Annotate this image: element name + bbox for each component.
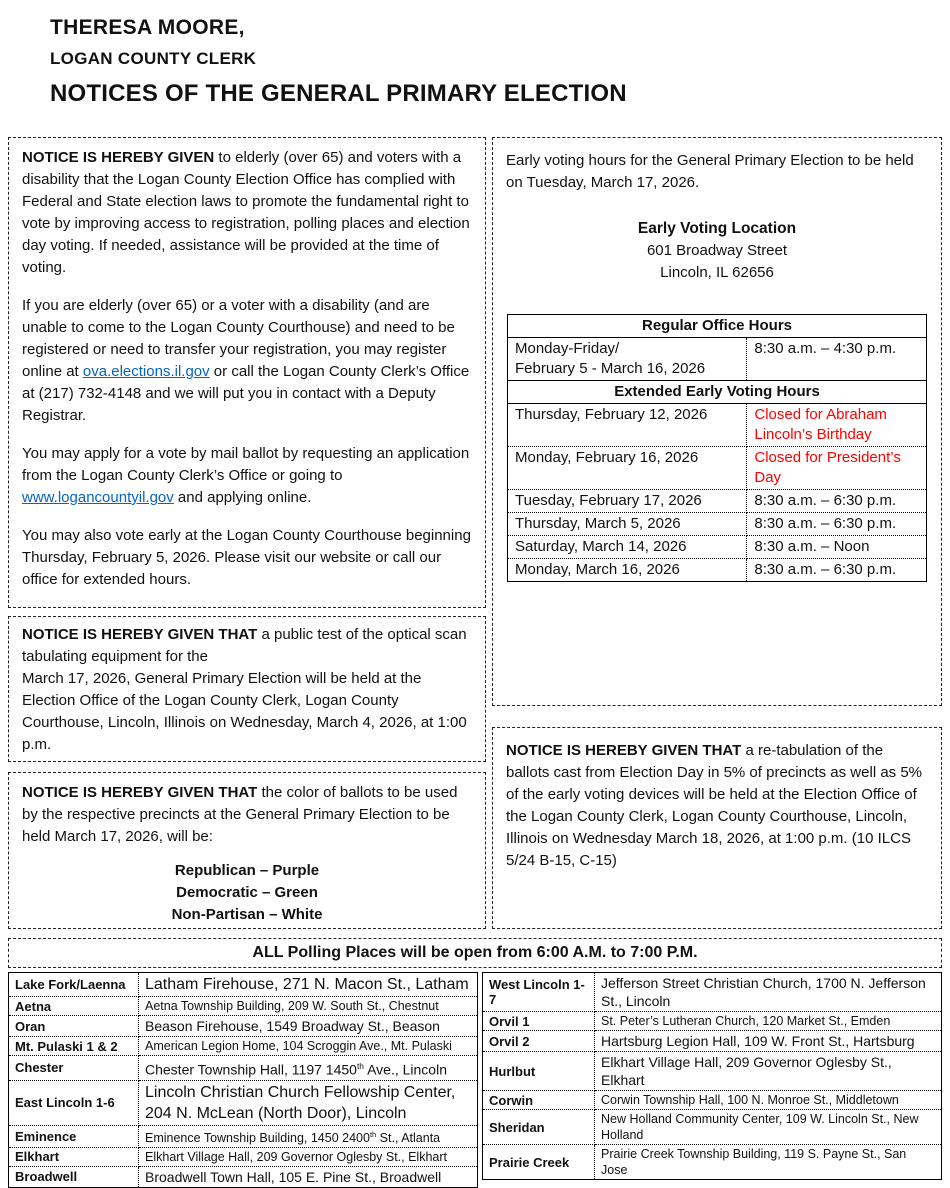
location-cell: Corwin Township Hall, 100 N. Monroe St., Middletown xyxy=(595,1091,942,1110)
polling-row xyxy=(9,997,478,1016)
text-run: and applying online. xyxy=(173,489,312,506)
text-run: You may also vote early at the Logan County Courthouse beginning Thursday, February 5, 2026. Please visit our website or call our office for extended hours. xyxy=(22,527,471,588)
hours-time-cell: 8:30 a.m. – 4:30 p.m. xyxy=(747,338,927,381)
text-run: to elderly (over 65) and voters with a disability that the Logan County Election Office has complied with Federal and State election laws to promote the fundamental right to vote by improving access to registration, polling places and election day voting. If needed, assistance will be provided at the time of voting. xyxy=(22,149,470,276)
notice-accessibility xyxy=(8,137,486,608)
notice-lead-in: NOTICE IS HEREBY GIVEN THAT xyxy=(22,784,258,801)
text-run: or call the Logan County Clerk’s Office at (217) 732-4148 and we will put you in contact with a Deputy Registrar. xyxy=(22,363,470,424)
precinct-cell: Elkhart xyxy=(9,1147,139,1166)
polling-places-columns xyxy=(8,972,942,1188)
hours-time-cell: 8:30 a.m. – 6:30 p.m. xyxy=(747,513,927,536)
clerk-name: THERESA MOORE, xyxy=(50,16,245,39)
location-cell: Elkhart Village Hall, 209 Governor Oglesby St., Elkhart xyxy=(595,1052,942,1091)
polling-row xyxy=(9,1166,478,1187)
hours-row xyxy=(508,559,927,582)
hours-time-cell: 8:30 a.m. – 6:30 p.m. xyxy=(747,559,927,582)
polling-row xyxy=(483,1110,942,1145)
precinct-cell: Corwin xyxy=(483,1091,595,1110)
hours-row xyxy=(508,447,927,490)
hours-row xyxy=(508,490,927,513)
early-voting-hours-table xyxy=(507,314,927,582)
text-line: Lincoln, IL 62656 xyxy=(660,264,774,281)
hours-section-header: Extended Early Voting Hours xyxy=(508,381,927,404)
location-cell: Hartsburg Legion Hall, 109 W. Front St., Hartsburg xyxy=(595,1031,942,1052)
hours-date-cell: Monday, March 16, 2026 xyxy=(508,559,747,582)
text-line: 601 Broadway Street xyxy=(646,242,788,259)
precinct-cell: Prairie Creek xyxy=(483,1145,595,1180)
precinct-cell: East Lincoln 1-6 xyxy=(9,1080,139,1125)
hours-date-cell: Thursday, February 12, 2026 xyxy=(508,404,747,447)
polling-row xyxy=(9,1016,478,1037)
ballot-colors-text xyxy=(22,782,472,848)
location-cell: Jefferson Street Christian Church, 1700 N. Jefferson St., Lincoln xyxy=(595,973,942,1012)
hyperlink[interactable]: www.logancountyil.gov xyxy=(22,489,174,506)
location-cell: American Legion Home, 104 Scroggin Ave., Mt. Pulaski xyxy=(139,1037,478,1056)
text-line: Republican – Purple xyxy=(174,862,320,879)
polling-row xyxy=(9,1037,478,1056)
polling-row xyxy=(483,1145,942,1180)
hyperlink[interactable]: ova.elections.il.gov xyxy=(82,363,210,380)
hours-date-cell: Monday-Friday/ February 5 - March 16, 2026 xyxy=(508,338,747,381)
text-run: March 17, 2026, General Primary Election will be held at the Election Office of the Logan County Clerk, Logan County Courthouse, Lincoln, Illinois on Wednesday, March 4, 2026, at 1:00 p.m. xyxy=(22,670,467,753)
precinct-cell: Mt. Pulaski 1 & 2 xyxy=(9,1037,139,1056)
hours-section-header: Regular Office Hours xyxy=(508,315,927,338)
early-voting-location-title: Early Voting Location xyxy=(637,220,797,237)
precinct-cell: Aetna xyxy=(9,997,139,1016)
hours-section-header-row xyxy=(508,315,927,338)
hours-row xyxy=(508,404,927,447)
location-cell: Broadwell Town Hall, 105 E. Pine St., Broadwell xyxy=(139,1166,478,1187)
notice-paragraph xyxy=(22,525,472,591)
notice-ballot-colors xyxy=(8,772,486,929)
document-header xyxy=(50,16,627,108)
notice-lead-in: NOTICE IS HEREBY GIVEN THAT xyxy=(506,742,742,759)
precinct-cell: Oran xyxy=(9,1016,139,1037)
notice-lead-in: NOTICE IS HEREBY GIVEN THAT xyxy=(22,626,258,643)
hours-date-cell: Monday, February 16, 2026 xyxy=(508,447,747,490)
polling-right-table xyxy=(482,972,942,1180)
notice-retabulation xyxy=(492,727,942,929)
location-cell: Beason Firehouse, 1549 Broadway St., Beason xyxy=(139,1016,478,1037)
polling-row xyxy=(483,973,942,1012)
hours-time-cell: 8:30 a.m. – 6:30 p.m. xyxy=(747,490,927,513)
polling-places-title: ALL Polling Places will be open from 6:00 A.M. to 7:00 P.M. xyxy=(8,938,942,968)
text-run: a re-tabulation of the ballots cast from Election Day in 5% of precincts as well as 5% of the early voting devices will be held at the Election Office of the Logan County Clerk, Logan County Courthouse, Lincoln, Illinois on Wednesday March 18, 2026, at 1:00 p.m. (10 ILCS 5/24 B-15, C-15) xyxy=(506,742,923,869)
hours-row xyxy=(508,338,927,381)
polling-row xyxy=(483,1031,942,1052)
notice-paragraph xyxy=(22,443,472,509)
precinct-cell: West Lincoln 1-7 xyxy=(483,973,595,1012)
hours-time-cell: 8:30 a.m. – Noon xyxy=(747,536,927,559)
early-voting-panel xyxy=(492,137,942,706)
notice-paragraph xyxy=(22,624,472,756)
hours-date-cell: Saturday, March 14, 2026 xyxy=(508,536,747,559)
early-voting-intro: Early voting hours for the General Primary Election to be held on Tuesday, March 17, 2026. xyxy=(506,152,914,191)
early-voting-address xyxy=(506,240,928,284)
precinct-cell: Hurlbut xyxy=(483,1052,595,1091)
notice-lead-in: NOTICE IS HEREBY GIVEN xyxy=(22,149,215,166)
hours-row xyxy=(508,536,927,559)
precinct-cell: Broadwell xyxy=(9,1166,139,1187)
ballot-color-list xyxy=(22,860,472,926)
polling-row xyxy=(9,1080,478,1125)
notice-paragraph xyxy=(22,782,472,848)
hours-closed-cell: Closed for President’s Day xyxy=(747,447,927,490)
clerk-title: LOGAN COUNTY CLERK xyxy=(50,49,257,68)
location-cell: Elkhart Village Hall, 209 Governor Oglesby St., Elkhart xyxy=(139,1147,478,1166)
precinct-cell: Orvil 1 xyxy=(483,1012,595,1031)
precinct-cell: Lake Fork/Laenna xyxy=(9,973,139,997)
precinct-cell: Sheridan xyxy=(483,1110,595,1145)
polling-row xyxy=(9,1125,478,1147)
location-cell: Chester Township Hall, 1197 1450th Ave., Lincoln xyxy=(139,1056,478,1081)
notice-paragraph xyxy=(506,740,928,872)
location-cell: Eminence Township Building, 1450 2400th St., Atlanta xyxy=(139,1125,478,1147)
location-cell: Latham Firehouse, 271 N. Macon St., Latham xyxy=(139,973,478,997)
hours-date-cell: Thursday, March 5, 2026 xyxy=(508,513,747,536)
polling-row xyxy=(9,973,478,997)
location-cell: St. Peter’s Lutheran Church, 120 Market St., Emden xyxy=(595,1012,942,1031)
precinct-cell: Eminence xyxy=(9,1125,139,1147)
notice-paragraph xyxy=(22,147,472,279)
location-cell: Prairie Creek Township Building, 119 S. Payne St., San Jose xyxy=(595,1145,942,1180)
location-cell: New Holland Community Center, 109 W. Lincoln St., New Holland xyxy=(595,1110,942,1145)
notice-equipment-test xyxy=(8,616,486,762)
polling-row xyxy=(483,1091,942,1110)
early-voting-location xyxy=(506,218,928,284)
page-title: NOTICES OF THE GENERAL PRIMARY ELECTION xyxy=(50,80,627,107)
polling-row xyxy=(9,1056,478,1081)
hours-section-header-row xyxy=(508,381,927,404)
text-run: the color of ballots to be used by the respective precincts at the General Primary Election to be held March 17, 2026, will be: xyxy=(22,784,458,845)
polling-left-table xyxy=(8,972,478,1188)
polling-places-section xyxy=(8,938,942,1185)
hours-date-cell: Tuesday, February 17, 2026 xyxy=(508,490,747,513)
text-run: You may apply for a vote by mail ballot by requesting an application from the Logan County Clerk’s Office or going to xyxy=(22,445,470,484)
text-run: a public test of the optical scan tabulating equipment for the xyxy=(22,626,467,665)
polling-row xyxy=(483,1052,942,1091)
location-cell: Lincoln Christian Church Fellowship Center, 204 N. McLean (North Door), Lincoln xyxy=(139,1080,478,1125)
polling-row xyxy=(9,1147,478,1166)
location-cell: Aetna Township Building, 209 W. South St., Chestnut xyxy=(139,997,478,1016)
notice-paragraph xyxy=(22,295,472,427)
precinct-cell: Chester xyxy=(9,1056,139,1081)
hours-closed-cell: Closed for Abraham Lincoln’s Birthday xyxy=(747,404,927,447)
text-line: Non-Partisan – White xyxy=(171,906,323,923)
polling-row xyxy=(483,1012,942,1031)
text-line: Democratic – Green xyxy=(176,884,318,901)
text-run: If you are elderly (over 65) or a voter with a disability (and are unable to come to the Logan County Courthouse) and need to be registered or need to transfer your registration, you may register online at xyxy=(22,297,455,380)
precinct-cell: Orvil 2 xyxy=(483,1031,595,1052)
hours-row xyxy=(508,513,927,536)
